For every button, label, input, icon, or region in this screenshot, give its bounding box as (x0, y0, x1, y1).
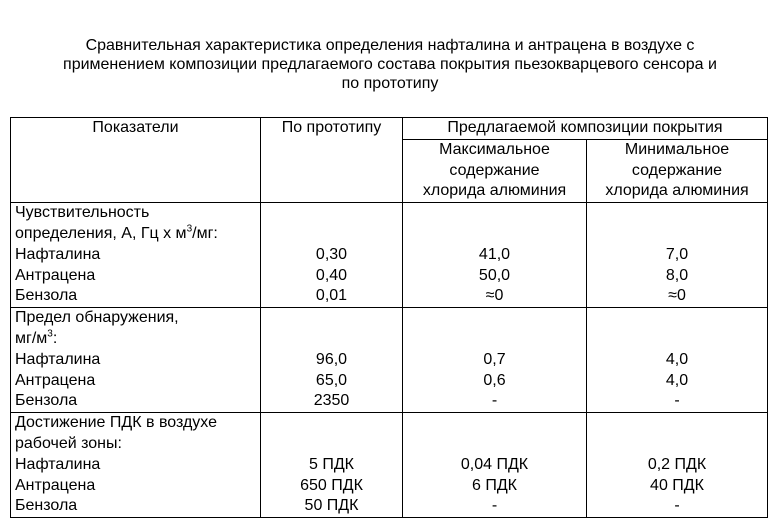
title-line: по прототипу (341, 75, 439, 92)
header-indicators: Показатели (11, 118, 261, 203)
table-section (11, 308, 768, 413)
header-min-content: Минимальное содержание хлорида алюминия (587, 139, 768, 202)
document-title (20, 36, 760, 93)
prototype-values: 96,0 65,0 2350 (261, 308, 403, 413)
table-section (11, 203, 768, 308)
table-section (11, 413, 768, 518)
max-values: 0,04 ПДК 6 ПДК - (403, 413, 587, 518)
header-max-content: Максимальное содержание хлорида алюминия (403, 139, 587, 202)
header-prototype: По прототипу (261, 118, 403, 203)
prototype-values: 0,30 0,40 0,01 (261, 203, 403, 308)
title-line: применением композиции предлагаемого состава покрытия пьезокварцевого сенсора и (63, 56, 717, 73)
section-label: Предел обнаружения, $мг/м^3$: Нафталина Антрацена Бензола (11, 308, 261, 413)
section-label: Достижение ПДК в воздухе рабочей зоны: Нафталина Антрацена Бензола (11, 413, 261, 518)
min-values: 7,0 8,0 ≈0 (587, 203, 768, 308)
min-values: 4,0 4,0 - (587, 308, 768, 413)
section-label: Чувствительность определения, А, Гц х $м^3/мг$: Нафталина Антрацена Бензола (11, 203, 261, 308)
comparison-table (10, 117, 768, 518)
title-line: Сравнительная характеристика определения нафталина и антрацена в воздухе с (85, 37, 695, 54)
max-values: 41,0 50,0 ≈0 (403, 203, 587, 308)
min-values: 0,2 ПДК 40 ПДК - (587, 413, 768, 518)
prototype-values: 5 ПДК 650 ПДК 50 ПДК (261, 413, 403, 518)
header-proposed: Предлагаемой композиции покрытия (403, 118, 768, 140)
max-values: 0,7 0,6 - (403, 308, 587, 413)
